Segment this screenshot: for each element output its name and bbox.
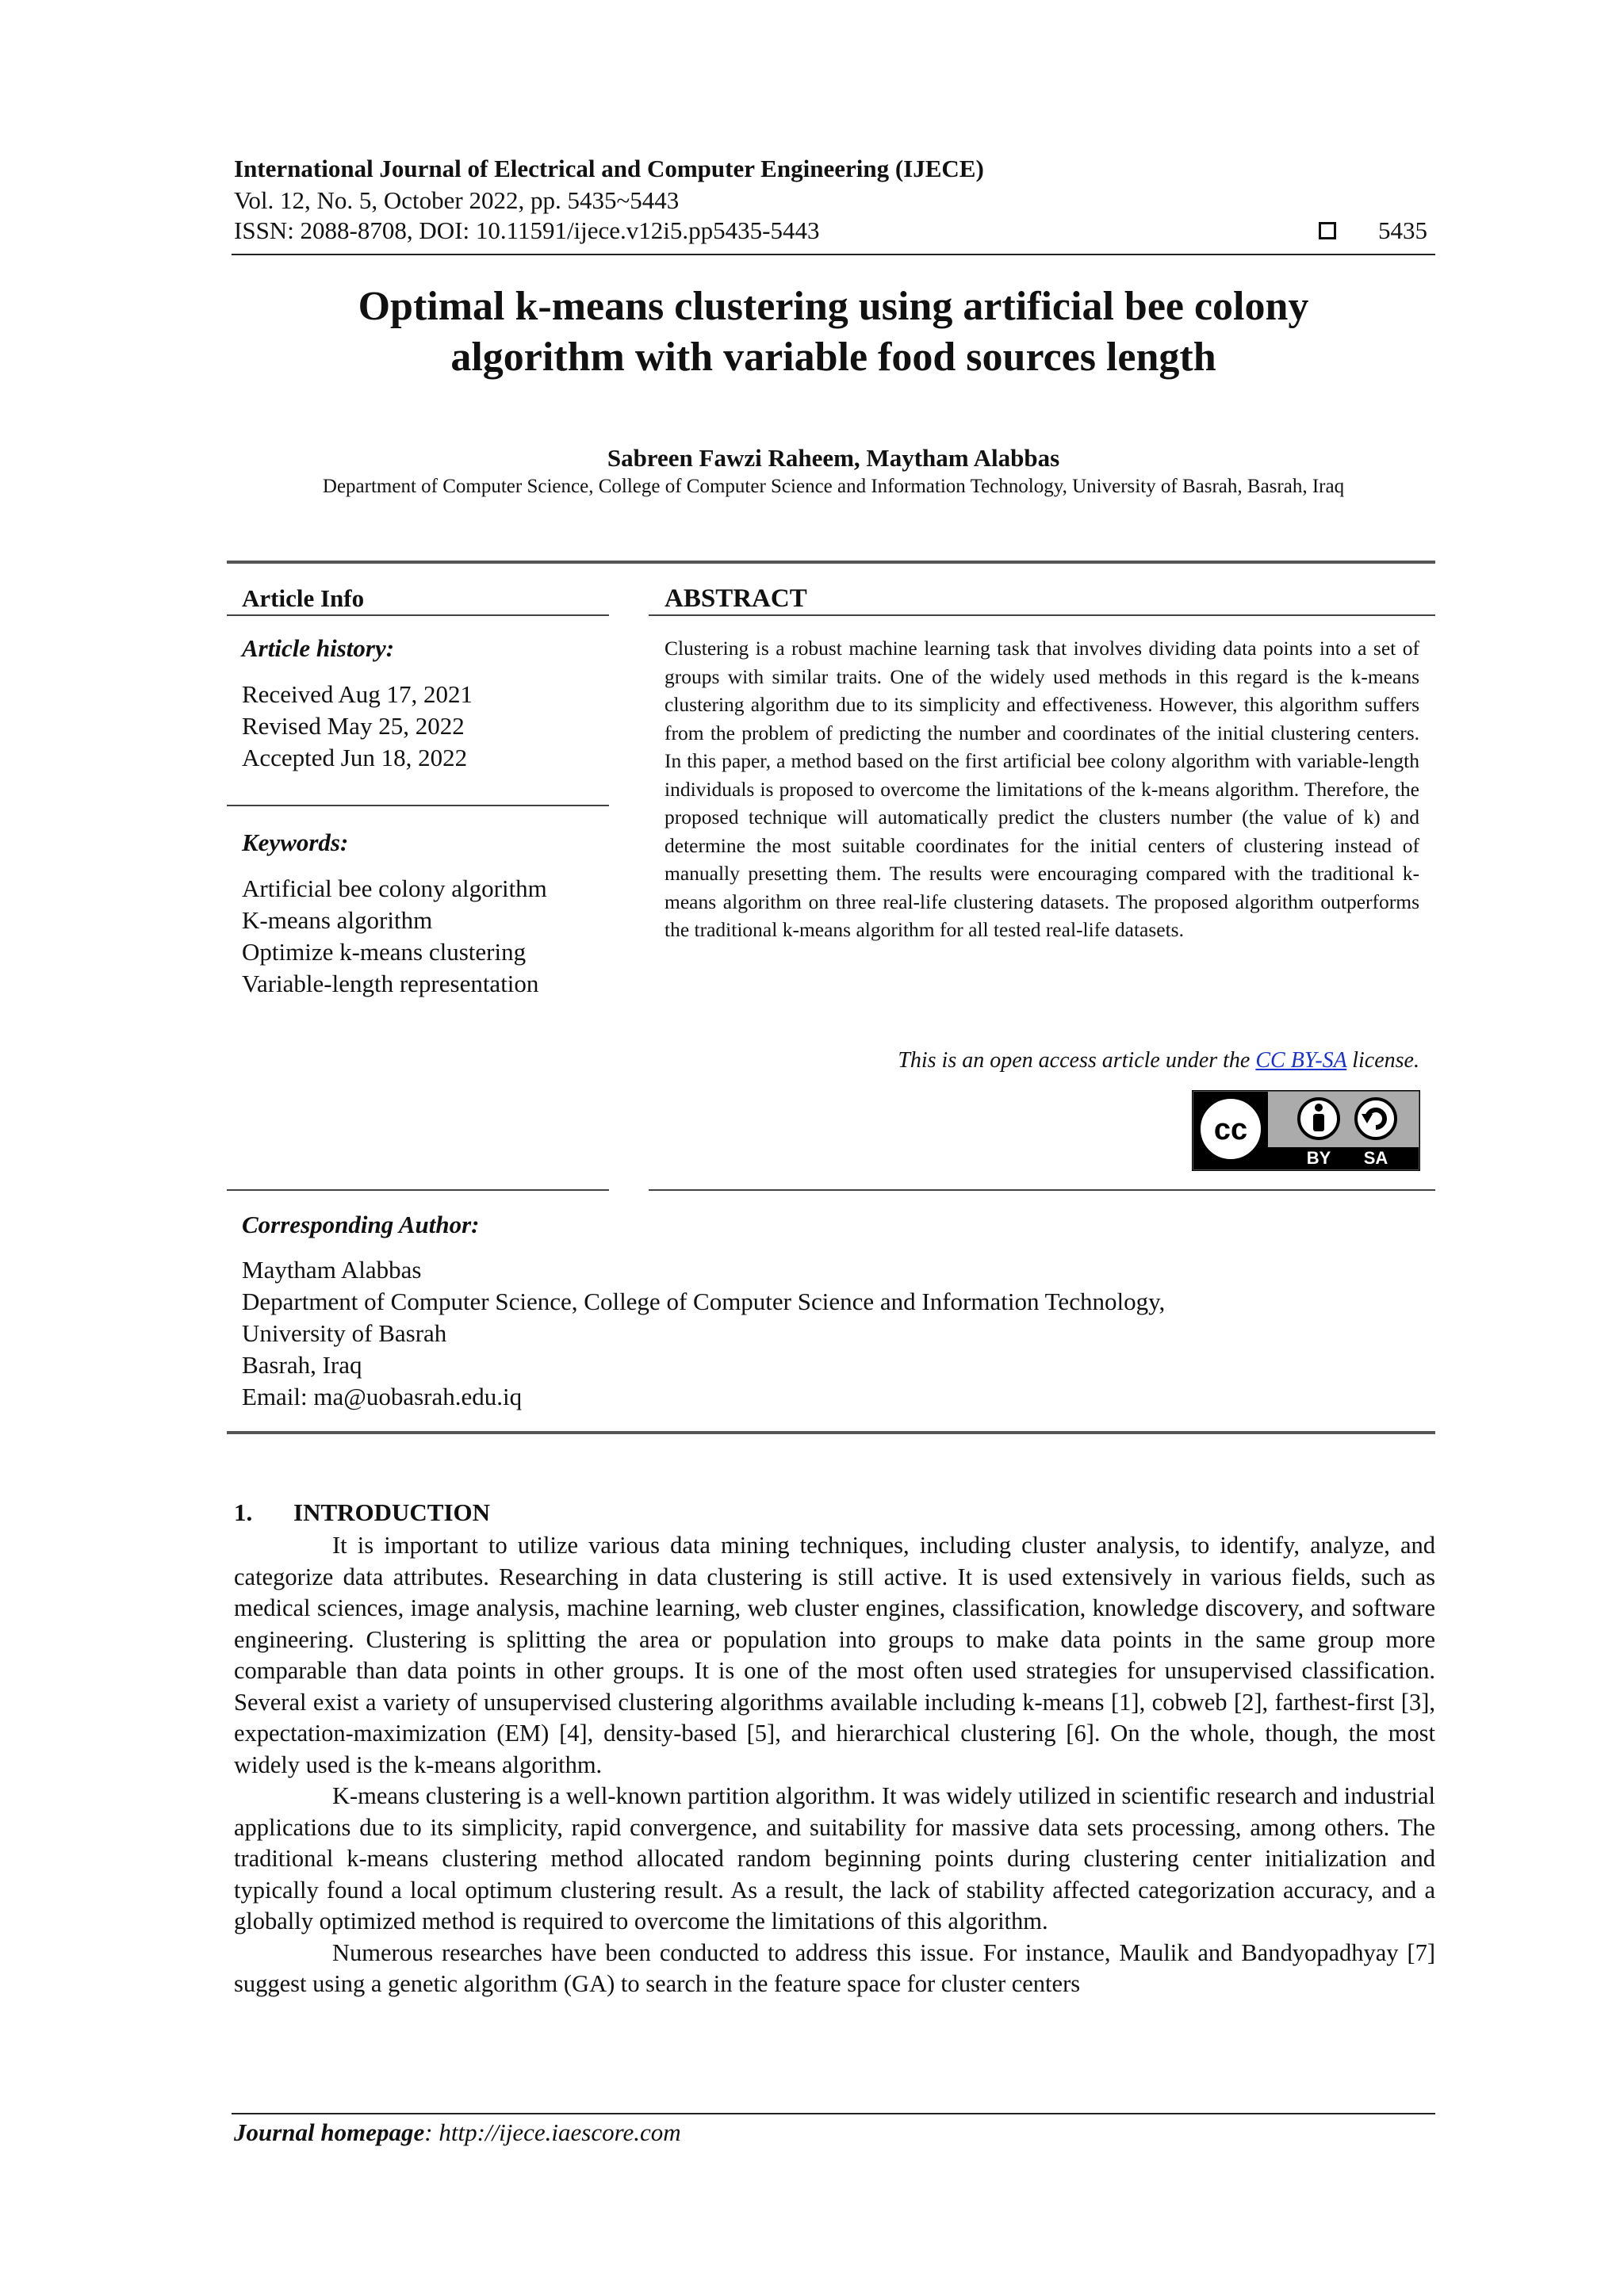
- article-info-divider: [227, 614, 609, 616]
- info-end-divider: [227, 1431, 1435, 1434]
- corresponding-university: University of Basrah: [242, 1319, 447, 1347]
- section-heading-introduction: [234, 1498, 490, 1527]
- header-divider: [232, 254, 1435, 255]
- open-access-notice: [665, 1048, 1419, 1073]
- journal-homepage: [234, 2118, 681, 2147]
- history-divider: [227, 805, 609, 806]
- article-history-label: Article history:: [242, 634, 395, 662]
- volume-info: Vol. 12, No. 5, October 2022, pp. 5435~5443: [234, 186, 680, 214]
- corresponding-name: Maytham Alabbas: [242, 1256, 422, 1284]
- open-access-suffix: license.: [1346, 1048, 1419, 1073]
- keywords-label: Keywords:: [242, 828, 349, 856]
- paragraph: K-means clustering is a well-known partition algorithm. It was widely utilized in scientific research and industrial applications due to its simplicity, rapid convergence, and suitability for massive data sets processing, among others. The traditional k-means clustering method allocated random beginning points during clustering center initialization and typically found a local optimum clustering result. As a result, the lack of stability affected categorization accuracy, and a globally optimized method is required to overcome the limitations of this algorithm.: [234, 1782, 1435, 1934]
- badge-by-label: BY: [1306, 1148, 1331, 1168]
- share-alike-icon: [1356, 1099, 1396, 1138]
- cc-by-sa-badge[interactable]: [1192, 1090, 1420, 1171]
- paragraph: It is important to utilize various data mining techniques, including cluster analysis, to identify, analyze, and categorize data attributes. Researching in data clustering is still active. It is used extensively in various fields, such as medical sciences, image analysis, machine learning, web cluster engines, classification, knowledge discovery, and software engineering. Clustering is splitting the area or population into groups to make data points in the same group more comparable than data points in other groups. It is one of the most often used strategies for unsupervised classification. Several exist a variety of unsupervised clustering algorithms available including k-means [1], cobweb [2], farthest-first [3], expectation-maximization (EM) [4], density-based [5], and hierarchical clustering [6]. On the whole, though, the most widely used is the k-means algorithm.: [234, 1532, 1435, 1778]
- revised-date: Revised May 25, 2022: [242, 712, 465, 740]
- section-title: INTRODUCTION: [293, 1498, 491, 1526]
- journal-name: International Journal of Electrical and Computer Engineering (IJECE): [234, 155, 984, 182]
- introduction-body: [234, 1530, 1435, 2000]
- homepage-url[interactable]: : http://ijece.iaescore.com: [424, 2118, 681, 2146]
- affiliation: Department of Computer Science, College of Computer Science and Information Technology, University of Basrah, Basrah, Iraq: [322, 476, 1345, 497]
- page-number: 5435: [1378, 216, 1427, 244]
- badge-sa-label: SA: [1363, 1148, 1388, 1168]
- title-line-1: Optimal k-means clustering using artificial bee colony: [358, 284, 1309, 329]
- paper-title: [232, 281, 1435, 383]
- license-link[interactable]: CC BY-SA: [1255, 1048, 1347, 1073]
- open-access-prefix: This is an open access article under the: [898, 1048, 1256, 1073]
- keyword-item: K-means algorithm: [242, 906, 433, 934]
- cc-glyph: cc: [1213, 1113, 1248, 1146]
- section-number: 1.: [234, 1498, 253, 1526]
- keyword-item: Variable-length representation: [242, 970, 539, 997]
- abstract-text: Clustering is a robust machine learning task that involves dividing data points into a set of groups with similar traits. One of the widely used methods in this regard is the k-means clustering algorithm due to its simplicity and effectiveness. However, this algorithm suffers from the problem of predicting the number and coordinates of the initial clustering centers. In this paper, a method based on the first artificial bee colony algorithm with variable-length individuals is proposed to overcome the limitations of the k-means algorithm. Therefore, the proposed technique will automatically predict the clusters number (the value of k) and determine the most suitable coordinates for the initial centers of clustering instead of manually presetting them. The results were encouraging compared with the traditional k-means algorithm on three real-life clustering datasets. The proposed algorithm outperforms the traditional k-means algorithm for all tested real-life datasets.: [665, 637, 1419, 941]
- article-info-heading: Article Info: [242, 584, 365, 612]
- corresponding-author-label: Corresponding Author:: [242, 1211, 480, 1238]
- received-date: Received Aug 17, 2021: [242, 680, 473, 708]
- title-line-2: algorithm with variable food sources length: [450, 335, 1216, 380]
- info-bottom-divider-right: [649, 1189, 1435, 1191]
- accepted-date: Accepted Jun 18, 2022: [242, 744, 468, 771]
- authors: Sabreen Fawzi Raheem, Maytham Alabbas: [607, 444, 1060, 472]
- homepage-label: Journal homepage: [234, 2118, 425, 2146]
- abstract-heading: ABSTRACT: [665, 584, 807, 613]
- checkbox-square-icon: [1319, 222, 1336, 239]
- issn-doi: ISSN: 2088-8708, DOI: 10.11591/ijece.v12i5.pp5435-5443: [234, 216, 820, 244]
- corresponding-dept: Department of Computer Science, College of Computer Science and Information Technology,: [242, 1288, 1166, 1315]
- abstract-divider: [649, 614, 1435, 616]
- info-top-divider: [227, 561, 1435, 564]
- keyword-item: Optimize k-means clustering: [242, 938, 527, 966]
- paragraph: Numerous researches have been conducted to address this issue. For instance, Maulik and Bandyopadhyay [7] suggest using a genetic algorithm (GA) to search in the feature space for cluster centers: [234, 1938, 1435, 1997]
- corresponding-email: Email: ma@uobasrah.edu.iq: [242, 1383, 523, 1410]
- corresponding-city: Basrah, Iraq: [242, 1351, 362, 1379]
- attribution-person-icon: [1299, 1099, 1339, 1138]
- info-bottom-divider-left: [227, 1189, 609, 1191]
- keyword-item: Artificial bee colony algorithm: [242, 874, 547, 902]
- footer-divider: [232, 2113, 1435, 2114]
